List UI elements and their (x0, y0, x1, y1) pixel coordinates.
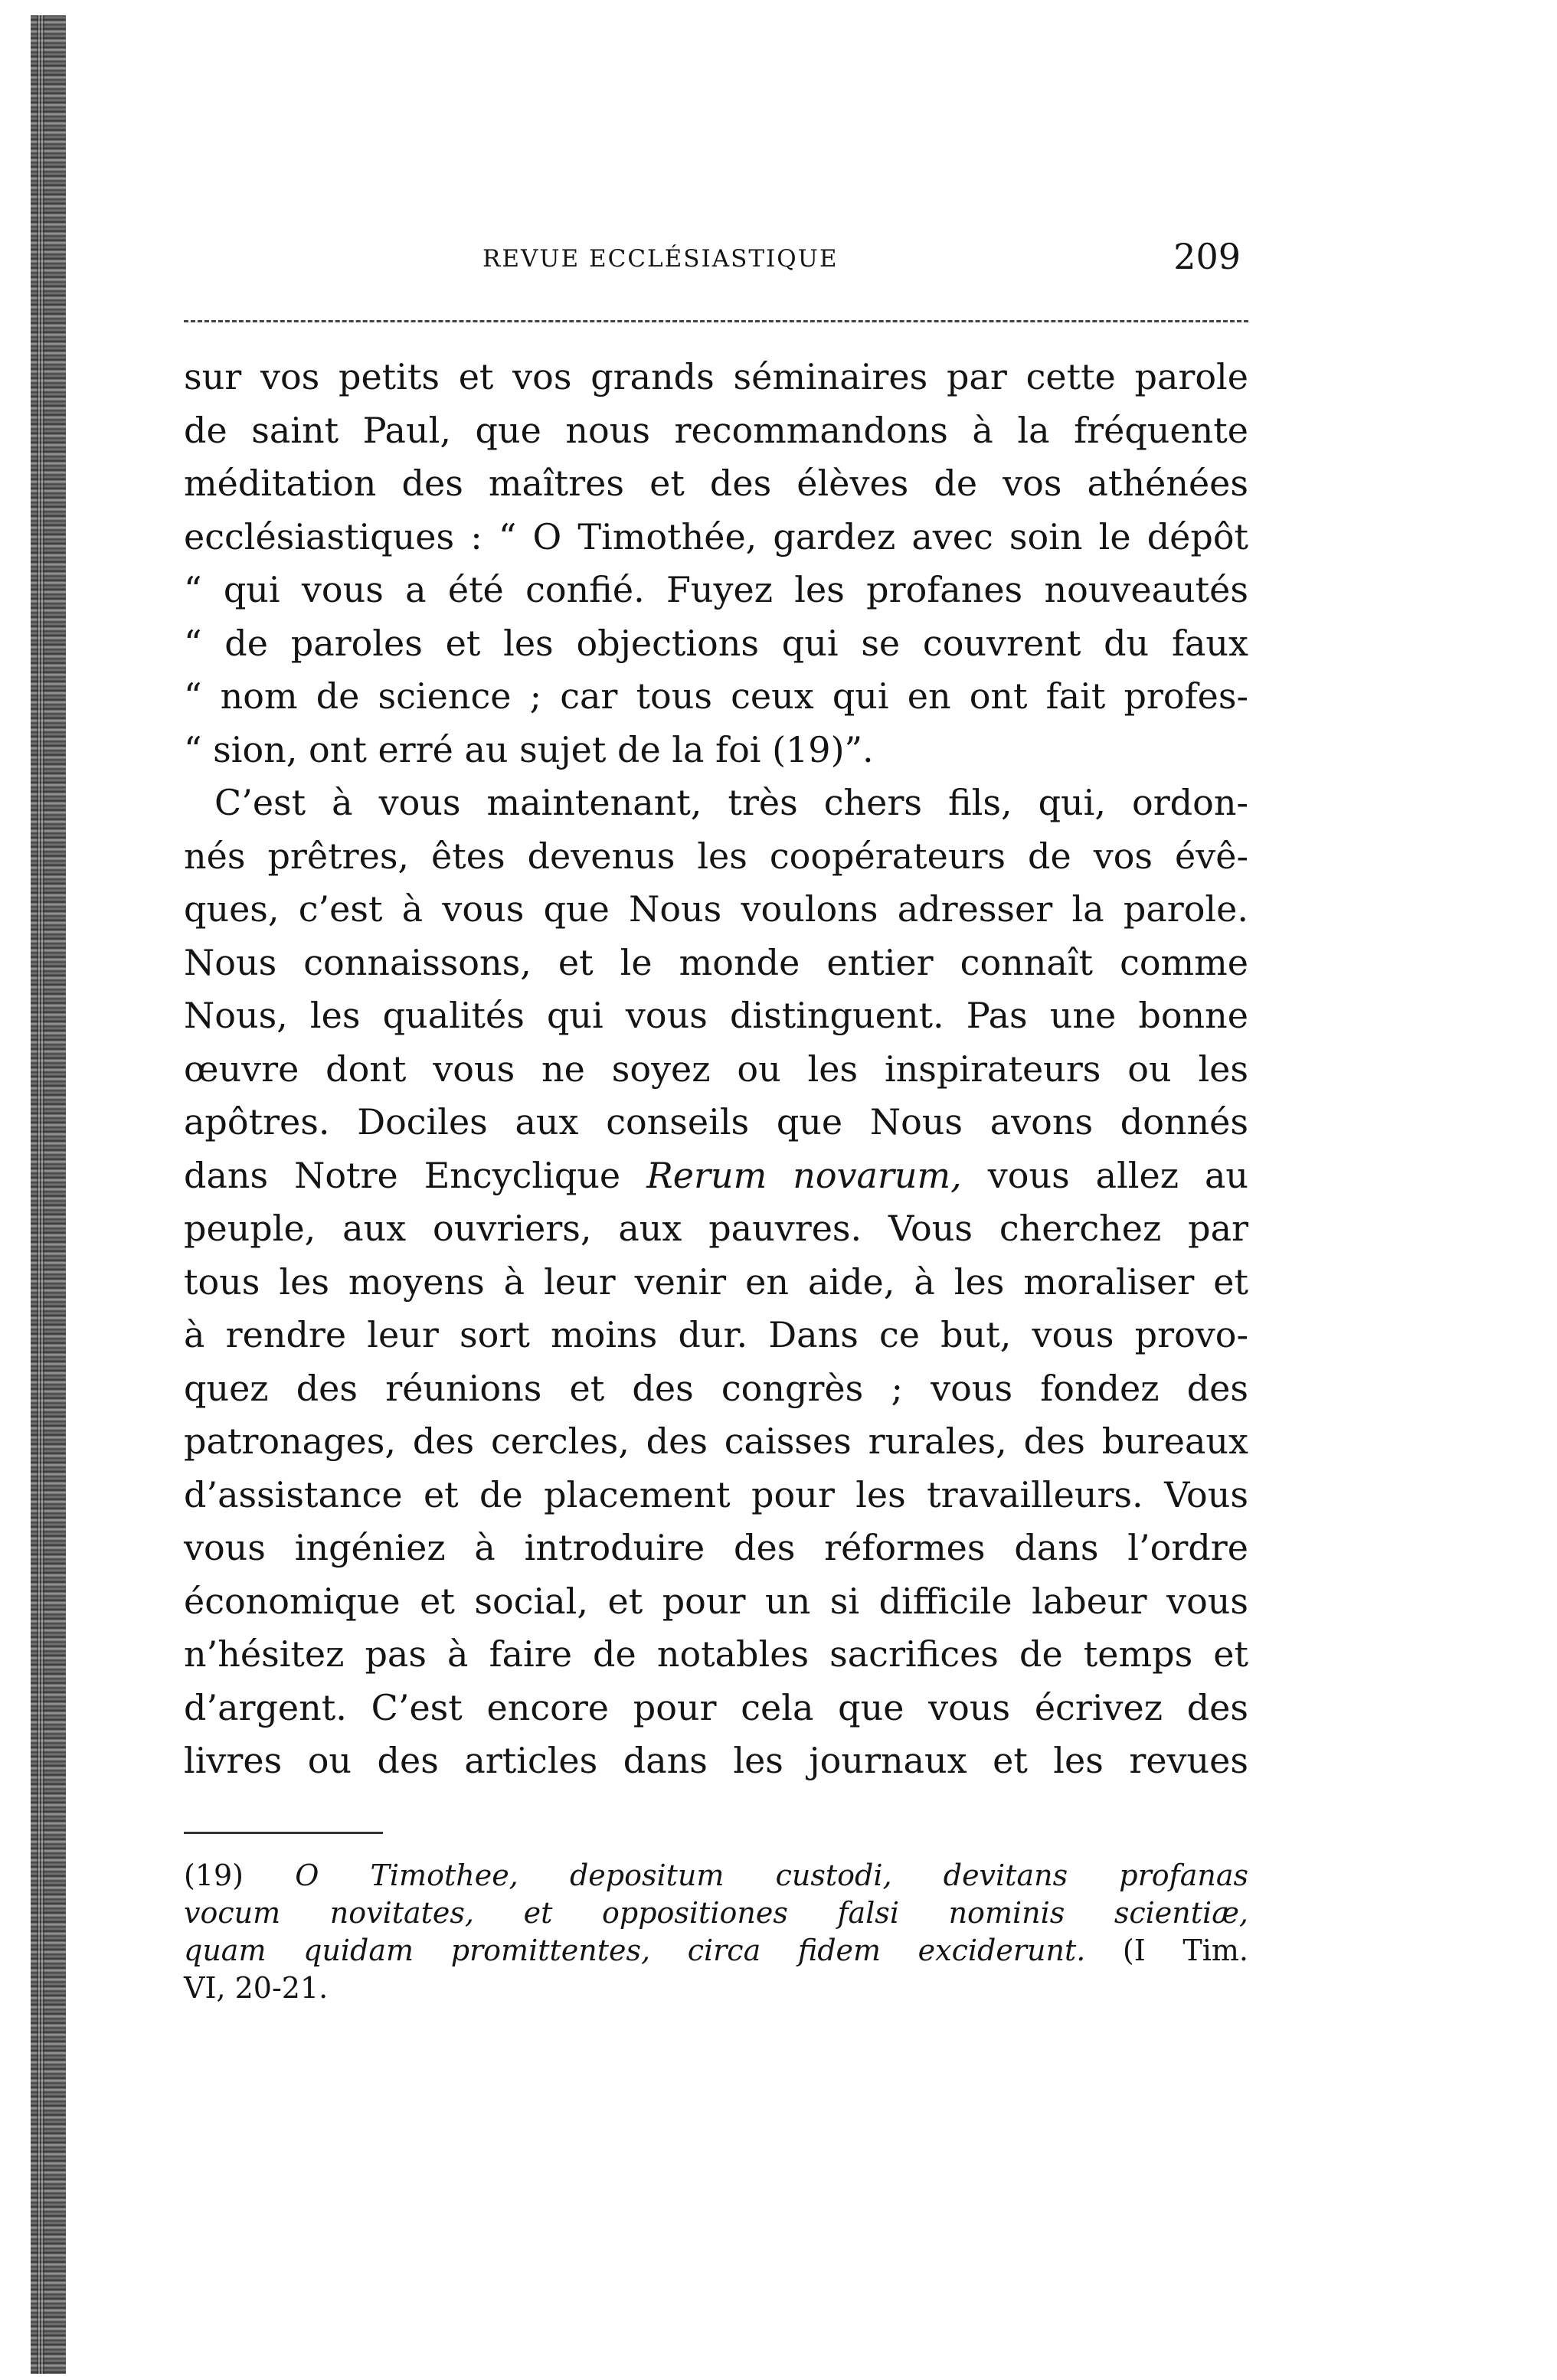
text-line: livres ou des articles dans les journaux et les revues (184, 1740, 1248, 1781)
text-line: d’argent. C’est encore pour cela que vous écrivez des (184, 1686, 1248, 1728)
text-line: d’assistance et de placement pour les travailleurs. Vous (184, 1473, 1248, 1515)
footnote-line: vocum novitates, et oppositiones falsi nominis scientiæ, (184, 1896, 1248, 1930)
text-line: ecclésiastiques : “ O Timothée, gardez avec soin le dépôt (184, 515, 1248, 557)
text-line: “ sion, ont erré au sujet de la foi (19)”. (184, 728, 874, 770)
text-line: quez des réunions et des congrès ; vous fondez des (184, 1367, 1248, 1409)
text-line: “ nom de science ; car tous ceux qui en ont fait profes- (184, 675, 1248, 717)
text-line: nés prêtres, êtes devenus les coopérateurs de vos évê- (184, 835, 1248, 877)
text-line: Nous connaissons, et le monde entier connaît comme (184, 941, 1248, 983)
text-line: œuvre dont vous ne soyez ou les inspirateurs ou les (184, 1048, 1248, 1090)
paragraph-start-line: C’est à vous maintenant, très chers fils, qui, ordon- (214, 782, 1248, 823)
text-line: à rendre leur sort moins dur. Dans ce but, vous provo- (184, 1314, 1248, 1355)
footnote-marker: (19) (184, 1859, 244, 1892)
text-line: apôtres. Dociles aux conseils que Nous avons donnés (184, 1101, 1248, 1143)
encyclical-line (184, 1149, 1248, 1203)
footnote-line: VI, 20-21. (184, 1971, 329, 2005)
text-line: peuple, aux ouvriers, aux pauvres. Vous cherchez par (184, 1208, 1248, 1249)
book-binding-edge (31, 15, 66, 2374)
text-line: de saint Paul, que nous recommandons à la fréquente (184, 409, 1248, 451)
body-text (184, 351, 1248, 1788)
text-line: économique et social, et pour un si difficile labeur vous (184, 1580, 1248, 1622)
footnote-text: quam quidam promittentes, circa fidem exciderunt. (184, 1934, 1086, 1967)
header-rule (184, 320, 1248, 322)
footnote-line (184, 1857, 1248, 1895)
running-title: REVUE ECCLÉSIASTIQUE (482, 245, 839, 273)
text-line: méditation des maîtres et des élèves de vos athénées (184, 463, 1248, 504)
page-number: 209 (1173, 236, 1241, 277)
text-line: sur vos petits et vos grands séminaires par cette parole (184, 356, 1248, 397)
encyclical-line-after: vous allez au (961, 1154, 1248, 1196)
text-line: patronages, des cercles, des caisses rurales, des bureaux (184, 1420, 1248, 1462)
text-line: vous ingéniez à introduire des réformes dans l’ordre (184, 1527, 1248, 1568)
encyclical-line-before: dans Notre Encyclique (184, 1154, 647, 1196)
running-head (184, 230, 1248, 276)
text-line: n’hésitez pas à faire de notables sacrifices de temps et (184, 1633, 1248, 1675)
text-line: Nous, les qualités qui vous distinguent. Pas une bonne (184, 995, 1248, 1036)
text-line: “ de paroles et les objections qui se couvrent du faux (184, 622, 1248, 664)
footnote-line (184, 1932, 1248, 1970)
text-line: ques, c’est à vous que Nous voulons adresser la parole. (184, 888, 1248, 930)
encyclical-title: Rerum novarum, (646, 1154, 962, 1196)
footnote-reference: (I Tim. (1085, 1934, 1248, 1967)
text-line: “ qui vous a été confié. Fuyez les profanes nouveautés (184, 569, 1248, 610)
footnote-text: O Timothee, depositum custodi, devitans profanas (244, 1859, 1248, 1892)
text-line: tous les moyens à leur venir en aide, à les moraliser et (184, 1260, 1248, 1303)
footnote-rule (184, 1832, 383, 1834)
footnote (184, 1857, 1248, 2007)
